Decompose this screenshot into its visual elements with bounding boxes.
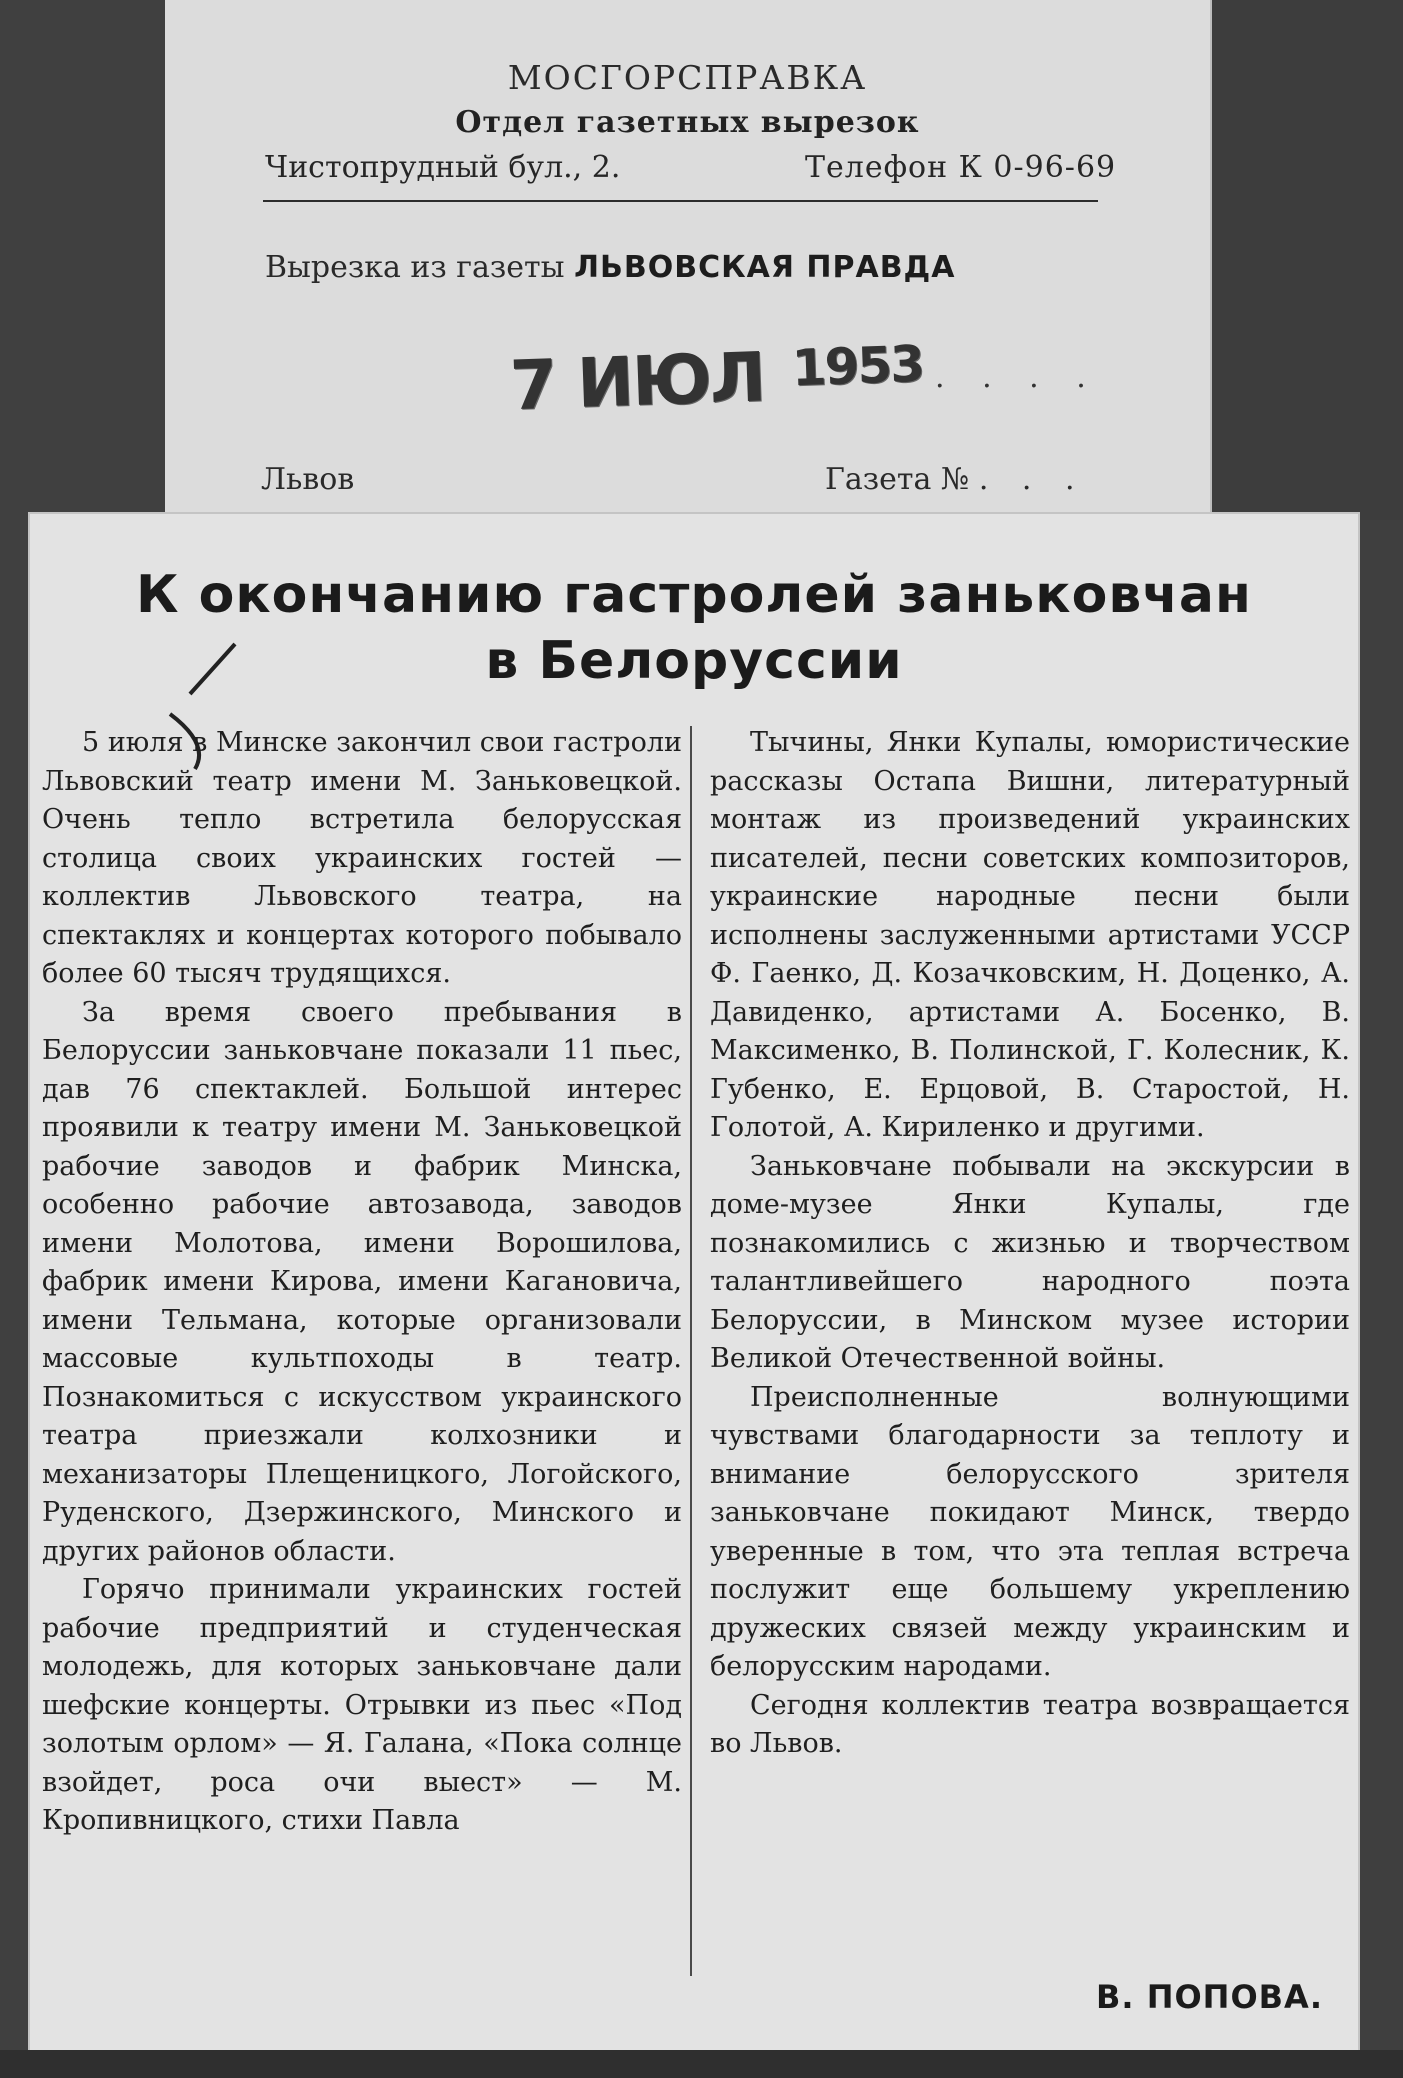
header-slip — [165, 0, 1212, 540]
clipping-source — [265, 250, 956, 285]
address: Чистопрудный бул., 2. — [265, 150, 621, 185]
title-line-2: в Белоруссии — [485, 631, 903, 691]
author-signature: В. ПОПОВА. — [1096, 1978, 1323, 2016]
stamp-date: 7 ИЮЛ — [508, 338, 766, 427]
article-column-1 — [42, 724, 682, 1841]
bureau-name: МОСГОРСПРАВКА — [507, 58, 868, 97]
department-name: Отдел газетных вырезок — [455, 105, 920, 140]
paragraph: Горячо принимали украинских гостей рабочие предприятий и студенческая молодежь, для которых заньковчане дали шефские концерты. Отрывки из пьес «Под золотым орлом» — Я. Галана, «Пока солнце взойдет, роса очи выест» — М. Кропивницкого, стихи Павла — [42, 1574, 682, 1836]
stamp-year: 1953 — [790, 334, 924, 398]
clipping-prefix: Вырезка из газеты — [265, 250, 565, 285]
article-clipping — [28, 512, 1360, 2052]
date-stamp — [509, 333, 925, 426]
stamp-dots: . . . . — [935, 360, 1100, 395]
city: Львов — [261, 462, 355, 497]
paragraph: Тычины, Янки Купалы, юмористические рассказы Остапа Вишни, литературный монтаж из произведений украинских писателей, песни советских композиторов, украинские народные песни были исполнены заслуженными артистами УССР Ф. Гаенко, Д. Козачковским, Н. Доценко, А. Давиденко, артистами А. Босенко, В. Максименко, В. Полинской, Г. Колесник, К. Губенко, Е. Ерцовой, В. Старостой, Н. Голотой, А. Кириленко и другими. — [710, 727, 1350, 1143]
issue-dots: . . . — [978, 462, 1087, 497]
issue-number — [825, 462, 1087, 497]
paragraph: Сегодня коллектив театра возвращается во Львов. — [710, 1689, 1350, 1759]
title-line-1: К окончанию гастролей заньковчан — [136, 565, 1252, 625]
paragraph: Заньковчане побывали на экскурсии в доме-музее Янки Купалы, где познакомились с жизнью и творчеством талантливейшего народного поэта Белоруссии, в Минском музее истории Великой Отечественной войны. — [710, 1150, 1350, 1374]
paragraph: Преисполненные волнующими чувствами благодарности за теплоту и внимание белорусского зрителя заньковчане покидают Минск, твердо уверенные в том, что эта теплая встреча послужит еще большему укреплению дружеских связей между украинским и белорусским народами. — [710, 1381, 1350, 1682]
newspaper-name: ЛЬВОВСКАЯ ПРАВДА — [574, 250, 956, 285]
paragraph: 5 июля в Минске закончил свои гастроли Львовский театр имени М. Заньковецкой. Очень тепло встретила белорусская столица своих украинских гостей — коллектив Львовского театра, на спектаклях и концертах которого побывало более 60 тысяч трудящихся. — [42, 727, 682, 989]
column-divider — [690, 726, 692, 1976]
issue-label: Газета № — [825, 462, 970, 497]
article-column-2 — [710, 724, 1350, 1764]
phone: Телефон К 0-96-69 — [805, 150, 1117, 185]
scan-bottom-edge — [0, 2050, 1403, 2078]
header-rule — [263, 200, 1098, 202]
scan-background-right — [1210, 0, 1403, 520]
paragraph: За время своего пребывания в Белоруссии заньковчане показали 11 пьес, дав 76 спектаклей. Большой интерес проявили к театру имени М. Заньковецкой рабочие заводов и фабрик Минска, особенно рабочие автозавода, заводов имени Молотова, имени Ворошилова, фабрик имени Кирова, имени Кагановича, имени Тельмана, которые организовали массовые культпоходы в театр. Познакомиться с искусством украинского театра приезжали колхозники и механизаторы Плещеницкого, Логойского, Руденского, Дзержинского, Минского и других районов области. — [42, 996, 682, 1567]
